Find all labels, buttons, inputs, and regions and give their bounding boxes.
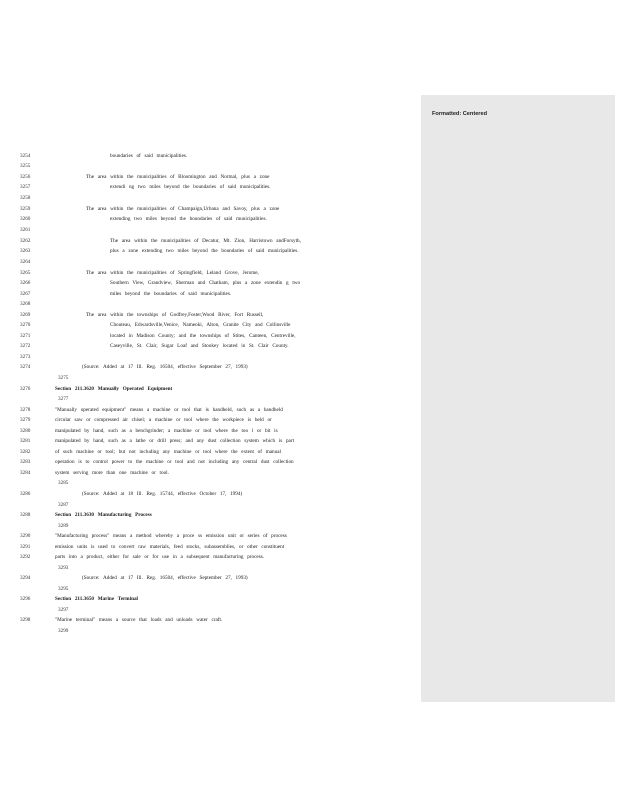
body-text-line: system serving more than one machine or tool. <box>55 470 169 476</box>
source-note: (Source: Added at 17 Ill. Reg. 16504, effective September 27, 1993) <box>82 575 248 581</box>
source-note: (Source: Added at 17 Ill. Reg. 16504, effective September 27, 1993) <box>82 364 248 370</box>
line-number: 3272 <box>20 343 31 349</box>
line-number: 3267 <box>20 291 31 297</box>
body-text-line: located in Madison County; and the townships of Stites, Canteen, Centreville, <box>110 333 296 339</box>
line-number: 3264 <box>20 259 31 265</box>
line-number: 3285 <box>58 480 69 486</box>
line-number: 3266 <box>20 280 31 286</box>
body-text-line: parts into a product, either for sale or for use in a subsequent manufacturing process. <box>55 554 265 560</box>
comment-pane <box>421 95 615 702</box>
line-number: 3295 <box>58 586 69 592</box>
body-text-line: plus a zone extending two miles beyond the boundaries of said municipalities. <box>110 248 299 254</box>
body-text-line: "Manually operated equipment" means a machine or tool that is handheld, such as a handheld <box>55 407 283 413</box>
line-number: 3278 <box>20 407 31 413</box>
body-text-line: extendi ng two miles beyond the boundaries of said municipalities. <box>110 184 271 190</box>
line-number: 3299 <box>58 628 69 634</box>
line-number: 3294 <box>20 575 31 581</box>
line-number: 3261 <box>20 227 31 233</box>
comment-pane-title: Formatted: Centered <box>432 111 488 117</box>
line-number: 3292 <box>20 554 31 560</box>
line-number: 3260 <box>20 216 31 222</box>
source-note: (Source: Added at 18 Ill. Reg. 15744, effective October 17, 1994) <box>82 491 243 497</box>
body-text-line: The area within the municipalities of Bloomington and Normal, plus a zone <box>86 174 270 180</box>
line-number: 3258 <box>20 195 31 201</box>
line-number: 3281 <box>20 438 31 444</box>
body-text-line: The area within the municipalities of Springfield, Leland Grove, Jerome, <box>86 270 259 276</box>
body-text-line: manipulated by hand, such as a benchgrinder; a machine or tool where the too l or bit is <box>55 428 278 434</box>
body-text-line: extending two miles beyond the boundaries of said municipalities. <box>110 216 267 222</box>
body-text-line: The area within the municipalities of Decatur, Mt. Zion, Harristown andForsyth, <box>110 238 301 244</box>
body-text-line: The area within the municipalities of Champaign,Urbana and Savoy, plus a zone <box>86 206 280 212</box>
body-text-line: miles beyond the boundaries of said municipalities. <box>110 291 232 297</box>
line-number: 3298 <box>20 617 31 623</box>
line-number: 3296 <box>20 596 31 602</box>
body-text-line: operation is to control power to the machine or tool and not including any central dust collection <box>55 459 294 465</box>
line-number: 3276 <box>20 386 31 392</box>
body-text-line: Chouteau, Edwardsville,Venice, Nameoki, Alton, Granite City and Collinsville <box>110 322 291 328</box>
line-number: 3283 <box>20 459 31 465</box>
line-number: 3274 <box>20 364 31 370</box>
line-number: 3287 <box>58 502 69 508</box>
line-number: 3256 <box>20 174 31 180</box>
line-number: 3288 <box>20 512 31 518</box>
body-text-line: "Manufacturing process" means a method whereby a proce ss emission unit or series of process <box>55 533 287 539</box>
line-number: 3257 <box>20 184 31 190</box>
line-number: 3265 <box>20 270 31 276</box>
line-number: 3254 <box>20 153 31 159</box>
section-heading: Section 211.3620 Manually Operated Equipment <box>55 386 173 392</box>
line-number: 3269 <box>20 312 31 318</box>
line-number: 3273 <box>20 354 31 360</box>
line-number: 3255 <box>20 163 31 169</box>
line-number: 3279 <box>20 417 31 423</box>
line-number: 3291 <box>20 544 31 550</box>
body-text-line: boundaries of said municipalities. <box>110 153 188 159</box>
line-number: 3262 <box>20 238 31 244</box>
line-number: 3259 <box>20 206 31 212</box>
line-number: 3271 <box>20 333 31 339</box>
line-number: 3297 <box>58 607 69 613</box>
line-number: 3290 <box>20 533 31 539</box>
line-number: 3286 <box>20 491 31 497</box>
line-number: 3280 <box>20 428 31 434</box>
body-text-line: emission units is used to convert raw materials, feed stocks, subassemblies, or other constituent <box>55 544 285 550</box>
line-number: 3293 <box>58 565 69 571</box>
body-text-line: Southern View, Grandview, Sherman and Chatham, plus a zone extendin g two <box>110 280 301 286</box>
body-text-line: "Marine terminal" means a source that loads and unloads water craft. <box>55 617 223 623</box>
body-text-line: The area within the townships of Godfrey,Foster,Wood River, Fort Russell, <box>86 312 264 318</box>
line-number: 3268 <box>20 301 31 307</box>
line-number: 3270 <box>20 322 31 328</box>
section-heading: Section 211.3630 Manufacturing Process <box>55 512 152 518</box>
body-text-line: circular saw or compressed air chisel; a machine or tool where the workpiece is held or <box>55 417 272 423</box>
line-number: 3282 <box>20 449 31 455</box>
body-text-line: manipulated by hand, such as a lathe or drill press; and any dust collection system which is part <box>55 438 295 444</box>
body-text-line: Caseyville, St. Clair, Sugar Loaf and Stookey located in St. Clair County. <box>110 343 289 349</box>
line-number: 3277 <box>58 396 69 402</box>
line-number: 3289 <box>58 523 69 529</box>
line-number: 3275 <box>58 375 69 381</box>
body-text-line: of such machine or tool; but not including any machine or tool where the extent of manual <box>55 449 281 455</box>
section-heading: Section 211.3650 Marine Terminal <box>55 596 138 602</box>
line-number: 3263 <box>20 248 31 254</box>
line-number: 3284 <box>20 470 31 476</box>
